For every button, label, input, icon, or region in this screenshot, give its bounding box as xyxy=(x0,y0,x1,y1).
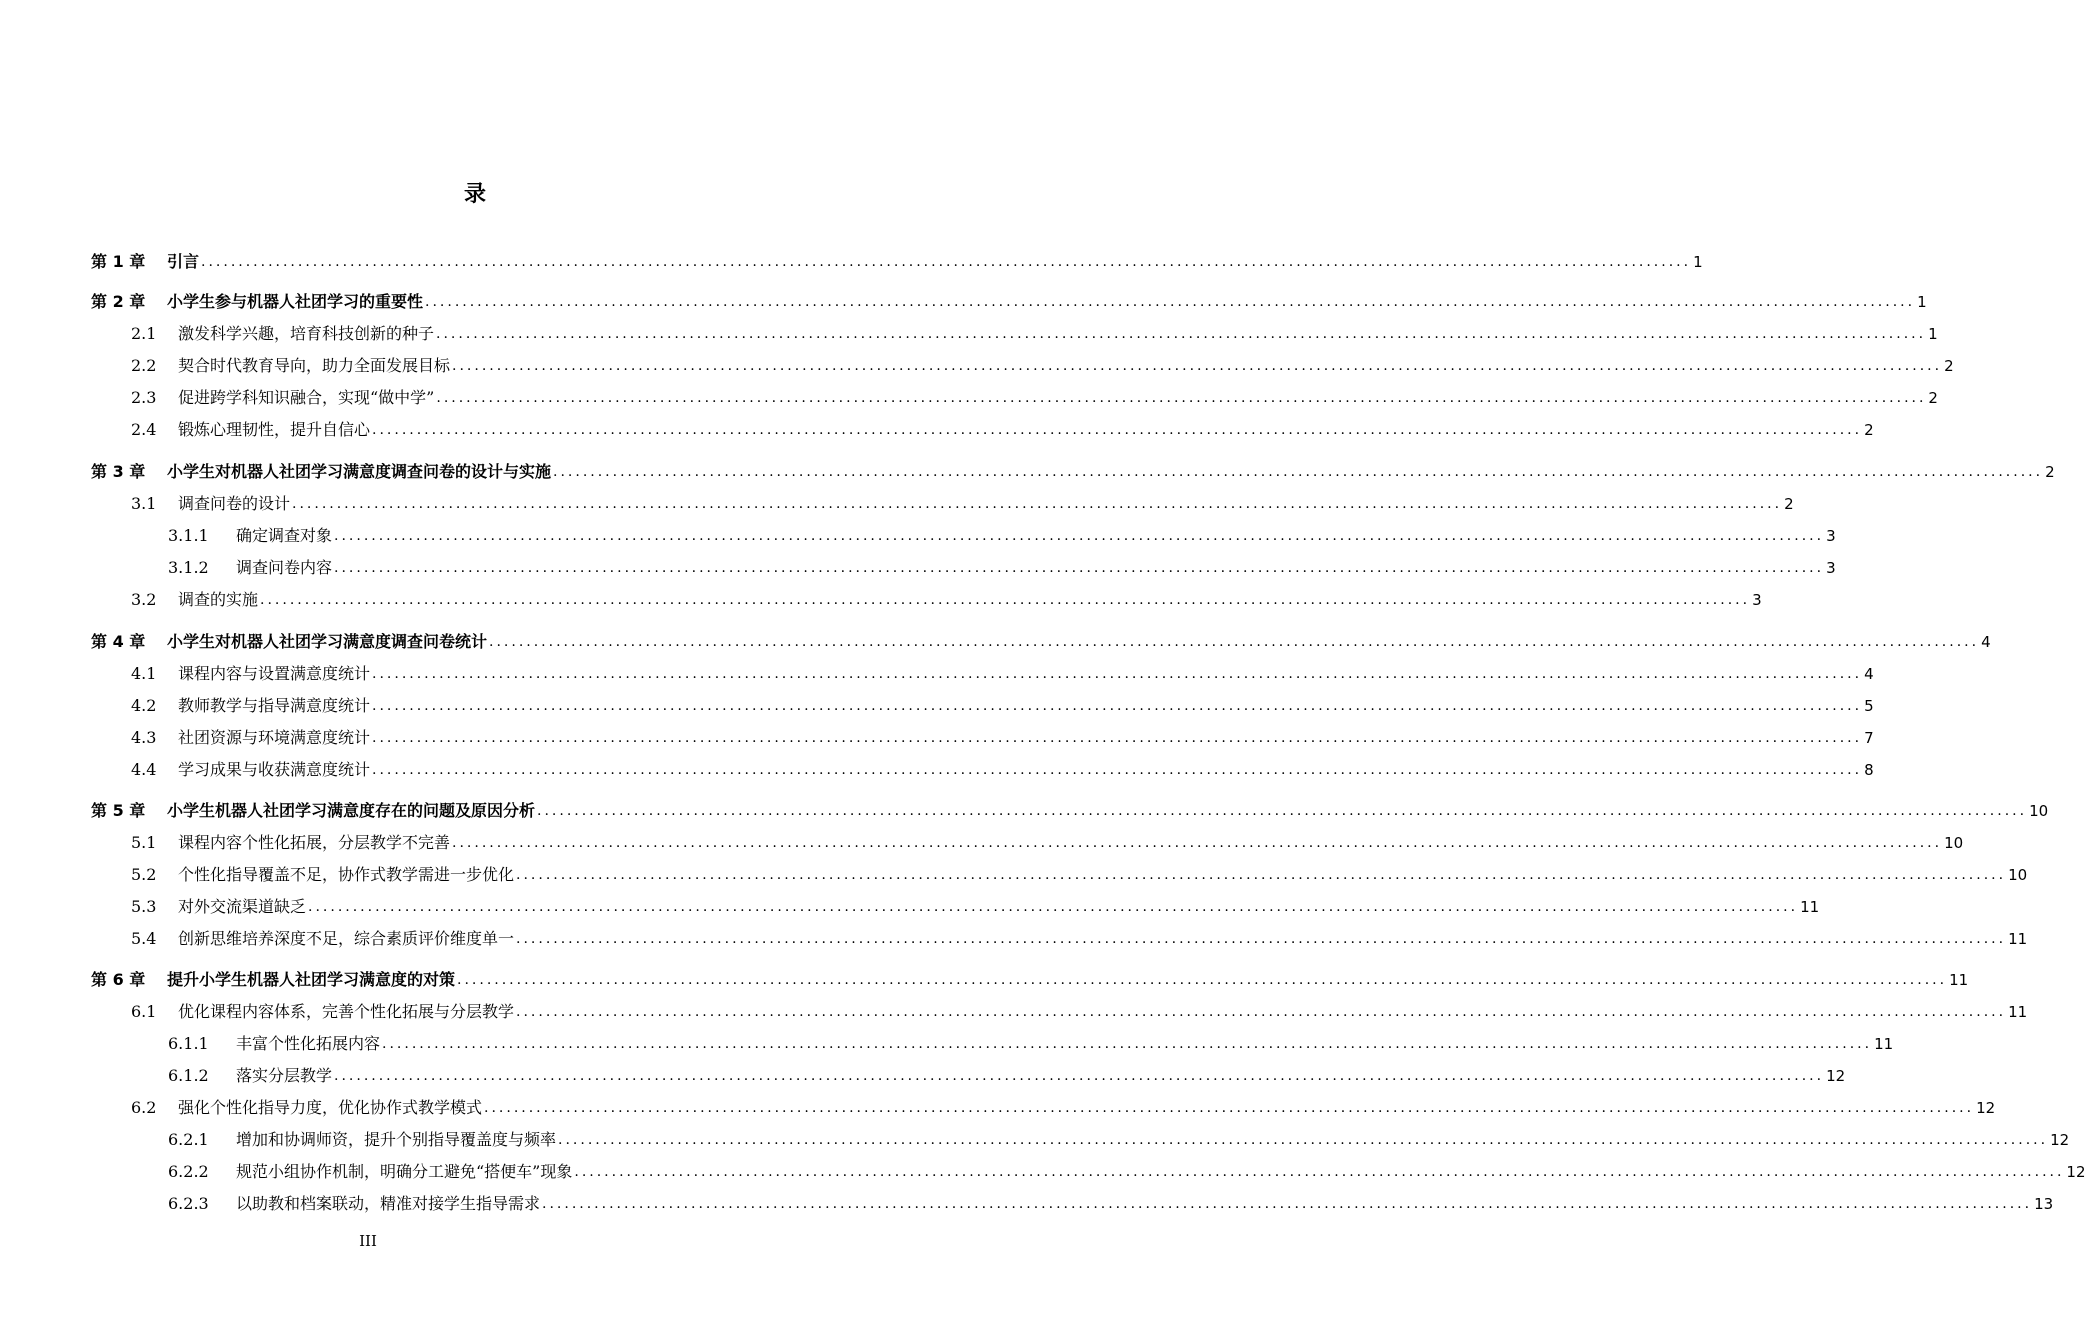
toc-entry-label: 课程内容与设置满意度统计 xyxy=(178,664,371,683)
toc-entry-label: 优化课程内容体系，完善个性化拓展与分层教学 xyxy=(178,1002,515,1021)
toc-dot-leader: ........................................................................................................................................................................................................ xyxy=(457,972,1948,988)
toc-dot-leader: ........................................................................................................................................................................................................ xyxy=(372,730,1863,746)
toc-entry-label: 对外交流渠道缺乏 xyxy=(178,897,307,916)
toc-entry-label: 规范小组协作机制，明确分工避免“搭便车”现象 xyxy=(236,1162,573,1181)
toc-entry-number: 第 4 章 xyxy=(91,632,146,651)
toc-entry xyxy=(131,586,1762,610)
toc-entry-number: 第 5 章 xyxy=(91,801,146,820)
toc-entry xyxy=(131,998,2028,1022)
toc-entry xyxy=(168,1190,2054,1214)
toc-entry xyxy=(131,490,1794,514)
toc-entry-page: 11 xyxy=(2008,930,2028,948)
toc-entry-number: 4.1 xyxy=(131,664,157,683)
toc-dot-leader: ........................................................................................................................................................................................................ xyxy=(292,496,1783,512)
toc-entry-label: 增加和协调师资，提升个别指导覆盖度与频率 xyxy=(236,1130,557,1149)
toc-entry-number: 5.3 xyxy=(131,897,157,916)
toc-entry-number: 6.1 xyxy=(131,1002,157,1021)
toc-entry-label: 以助教和档案联动，精准对接学生指导需求 xyxy=(236,1194,541,1213)
toc-dot-leader: ........................................................................................................................................................................................................ xyxy=(308,899,1799,915)
toc-dot-leader: ........................................................................................................................................................................................................ xyxy=(516,931,2007,947)
toc-entry-page: 4 xyxy=(1864,665,1874,683)
toc-dot-leader: ........................................................................................................................................................................................................ xyxy=(436,326,1927,342)
toc-entry xyxy=(91,248,1703,272)
toc-entry-page: 10 xyxy=(2029,802,2049,820)
toc-entry-label: 调查问卷内容 xyxy=(236,558,333,577)
toc-entry-label: 丰富个性化拓展内容 xyxy=(236,1034,381,1053)
toc-entry-label: 引言 xyxy=(167,252,200,271)
toc-dot-leader: ........................................................................................................................................................................................................ xyxy=(201,254,1692,270)
toc-entry-number: 2.2 xyxy=(131,356,157,375)
toc-entry-number: 2.3 xyxy=(131,388,157,407)
toc-entry-page: 2 xyxy=(1864,421,1874,439)
toc-entry-label: 确定调查对象 xyxy=(236,526,333,545)
toc-dot-leader: ........................................................................................................................................................................................................ xyxy=(372,666,1863,682)
toc-entry-label: 激发科学兴趣，培育科技创新的种子 xyxy=(178,324,435,343)
toc-entry xyxy=(91,966,1969,990)
toc-entry xyxy=(91,628,1991,652)
toc-entry-page: 11 xyxy=(1874,1035,1894,1053)
toc-entry-page: 13 xyxy=(2034,1195,2054,1213)
toc-entry-label: 小学生对机器人社团学习满意度调查问卷统计 xyxy=(167,632,488,651)
toc-entry-number: 6.2 xyxy=(131,1098,157,1117)
toc-dot-leader: ........................................................................................................................................................................................................ xyxy=(436,390,1927,406)
toc-entry-label: 小学生参与机器人社团学习的重要性 xyxy=(167,292,424,311)
toc-entry-label: 提升小学生机器人社团学习满意度的对策 xyxy=(167,970,456,989)
toc-entry xyxy=(131,384,1938,408)
toc-entry-page: 5 xyxy=(1864,697,1874,715)
toc-entry-number: 3.1.2 xyxy=(168,558,209,577)
toc-entry-page: 11 xyxy=(2008,1003,2028,1021)
toc-entry-page: 12 xyxy=(1976,1099,1996,1117)
toc-entry-page: 2 xyxy=(1944,357,1954,375)
toc-entry-number: 4.2 xyxy=(131,696,157,715)
toc-entry-number: 第 1 章 xyxy=(91,252,146,271)
toc-entry xyxy=(91,797,2049,821)
toc-entry-page: 12 xyxy=(1826,1067,1846,1085)
toc-entry xyxy=(131,352,1954,376)
toc-dot-leader: ........................................................................................................................................................................................................ xyxy=(260,592,1751,608)
toc-entry xyxy=(131,416,1874,440)
toc-entry-page: 11 xyxy=(1800,898,1820,916)
toc-entry-page: 2 xyxy=(2045,463,2055,481)
toc-entry xyxy=(131,893,1820,917)
toc-dot-leader: ........................................................................................................................................................................................................ xyxy=(452,358,1943,374)
page-number: III xyxy=(359,1232,377,1250)
toc-entry-number: 第 3 章 xyxy=(91,462,146,481)
toc-entry-label: 调查的实施 xyxy=(178,590,259,609)
toc-dot-leader: ........................................................................................................................................................................................................ xyxy=(382,1036,1873,1052)
toc-entry-page: 1 xyxy=(1928,325,1938,343)
toc-dot-leader: ........................................................................................................................................................................................................ xyxy=(537,803,2028,819)
toc-dot-leader: ........................................................................................................................................................................................................ xyxy=(553,464,2044,480)
toc-dot-leader: ........................................................................................................................................................................................................ xyxy=(334,560,1825,576)
toc-entry-number: 第 6 章 xyxy=(91,970,146,989)
toc-entry xyxy=(168,1158,2086,1182)
toc-entry-label: 课程内容个性化拓展，分层教学不完善 xyxy=(178,833,451,852)
toc-entry-page: 1 xyxy=(1693,253,1703,271)
toc-entry-label: 社团资源与环境满意度统计 xyxy=(178,728,371,747)
toc-entry-label: 契合时代教育导向，助力全面发展目标 xyxy=(178,356,451,375)
toc-dot-leader: ........................................................................................................................................................................................................ xyxy=(574,1164,2065,1180)
toc-dot-leader: ........................................................................................................................................................................................................ xyxy=(484,1100,1975,1116)
toc-entry-number: 6.1.2 xyxy=(168,1066,209,1085)
toc-dot-leader: ........................................................................................................................................................................................................ xyxy=(334,1068,1825,1084)
toc-dot-leader: ........................................................................................................................................................................................................ xyxy=(372,762,1863,778)
toc-entry xyxy=(131,756,1874,780)
toc-entry-label: 调查问卷的设计 xyxy=(178,494,291,513)
toc-entry-page: 12 xyxy=(2066,1163,2086,1181)
toc-entry xyxy=(91,288,1927,312)
toc-entry-page: 2 xyxy=(1928,389,1938,407)
toc-entry-number: 4.3 xyxy=(131,728,157,747)
toc-dot-leader: ........................................................................................................................................................................................................ xyxy=(372,698,1863,714)
toc-dot-leader: ........................................................................................................................................................................................................ xyxy=(558,1132,2049,1148)
toc-entry xyxy=(168,1062,1846,1086)
toc-entry-number: 3.1.1 xyxy=(168,526,209,545)
toc-entry-label: 促进跨学科知识融合，实现“做中学” xyxy=(178,388,435,407)
toc-entry-page: 3 xyxy=(1826,527,1836,545)
toc-entry-page: 10 xyxy=(1944,834,1964,852)
toc-entry-label: 小学生对机器人社团学习满意度调查问卷的设计与实施 xyxy=(167,462,552,481)
toc-entry-number: 4.4 xyxy=(131,760,157,779)
toc-entry xyxy=(131,724,1874,748)
toc-entry-number: 6.1.1 xyxy=(168,1034,209,1053)
toc-dot-leader: ........................................................................................................................................................................................................ xyxy=(334,528,1825,544)
toc-entry-page: 11 xyxy=(1949,971,1969,989)
toc-entry-label: 锻炼心理韧性，提升自信心 xyxy=(178,420,371,439)
toc-entry xyxy=(131,861,2028,885)
toc-entry xyxy=(131,1094,1996,1118)
toc-entry-number: 3.2 xyxy=(131,590,157,609)
toc-entry-label: 教师教学与指导满意度统计 xyxy=(178,696,371,715)
toc-entry xyxy=(168,522,1836,546)
toc-entry-page: 7 xyxy=(1864,729,1874,747)
toc-entry xyxy=(131,660,1874,684)
toc-entry-number: 2.4 xyxy=(131,420,157,439)
toc-dot-leader: ........................................................................................................................................................................................................ xyxy=(489,634,1980,650)
toc-entry-page: 2 xyxy=(1784,495,1794,513)
page-title: 录 xyxy=(463,182,486,207)
toc-entry-label: 强化个性化指导力度，优化协作式教学模式 xyxy=(178,1098,483,1117)
toc-entry-number: 6.2.2 xyxy=(168,1162,209,1181)
toc-entry-number: 6.2.1 xyxy=(168,1130,209,1149)
toc-entry-page: 1 xyxy=(1917,293,1927,311)
toc-entry xyxy=(168,1030,1894,1054)
toc-entry-label: 个性化指导覆盖不足，协作式教学需进一步优化 xyxy=(178,865,515,884)
toc-entry xyxy=(168,1126,2070,1150)
toc-entry-number: 5.1 xyxy=(131,833,157,852)
toc-dot-leader: ........................................................................................................................................................................................................ xyxy=(372,422,1863,438)
toc-entry xyxy=(131,692,1874,716)
toc-dot-leader: ........................................................................................................................................................................................................ xyxy=(516,1004,2007,1020)
toc-entry-label: 学习成果与收获满意度统计 xyxy=(178,760,371,779)
toc-dot-leader: ........................................................................................................................................................................................................ xyxy=(452,835,1943,851)
toc-entry-page: 3 xyxy=(1752,591,1762,609)
toc-dot-leader: ........................................................................................................................................................................................................ xyxy=(516,867,2007,883)
toc-entry-number: 3.1 xyxy=(131,494,157,513)
toc-entry xyxy=(131,320,1938,344)
toc-entry-page: 8 xyxy=(1864,761,1874,779)
toc-entry-page: 3 xyxy=(1826,559,1836,577)
toc-entry-number: 5.2 xyxy=(131,865,157,884)
toc-entry-label: 落实分层教学 xyxy=(236,1066,333,1085)
toc-entry-page: 12 xyxy=(2050,1131,2070,1149)
toc-entry-number: 第 2 章 xyxy=(91,292,146,311)
toc-dot-leader: ........................................................................................................................................................................................................ xyxy=(425,294,1916,310)
toc-entry-number: 5.4 xyxy=(131,929,157,948)
toc-entry-label: 小学生机器人社团学习满意度存在的问题及原因分析 xyxy=(167,801,536,820)
toc-entry-number: 2.1 xyxy=(131,324,157,343)
toc-entry-number: 6.2.3 xyxy=(168,1194,209,1213)
toc-entry xyxy=(91,458,2055,482)
toc-entry xyxy=(131,925,2028,949)
toc-entry-page: 4 xyxy=(1981,633,1991,651)
toc-entry xyxy=(168,554,1836,578)
toc-entry xyxy=(131,829,1964,853)
toc-entry-page: 10 xyxy=(2008,866,2028,884)
toc-entry-label: 创新思维培养深度不足，综合素质评价维度单一 xyxy=(178,929,515,948)
toc-dot-leader: ........................................................................................................................................................................................................ xyxy=(542,1196,2033,1212)
